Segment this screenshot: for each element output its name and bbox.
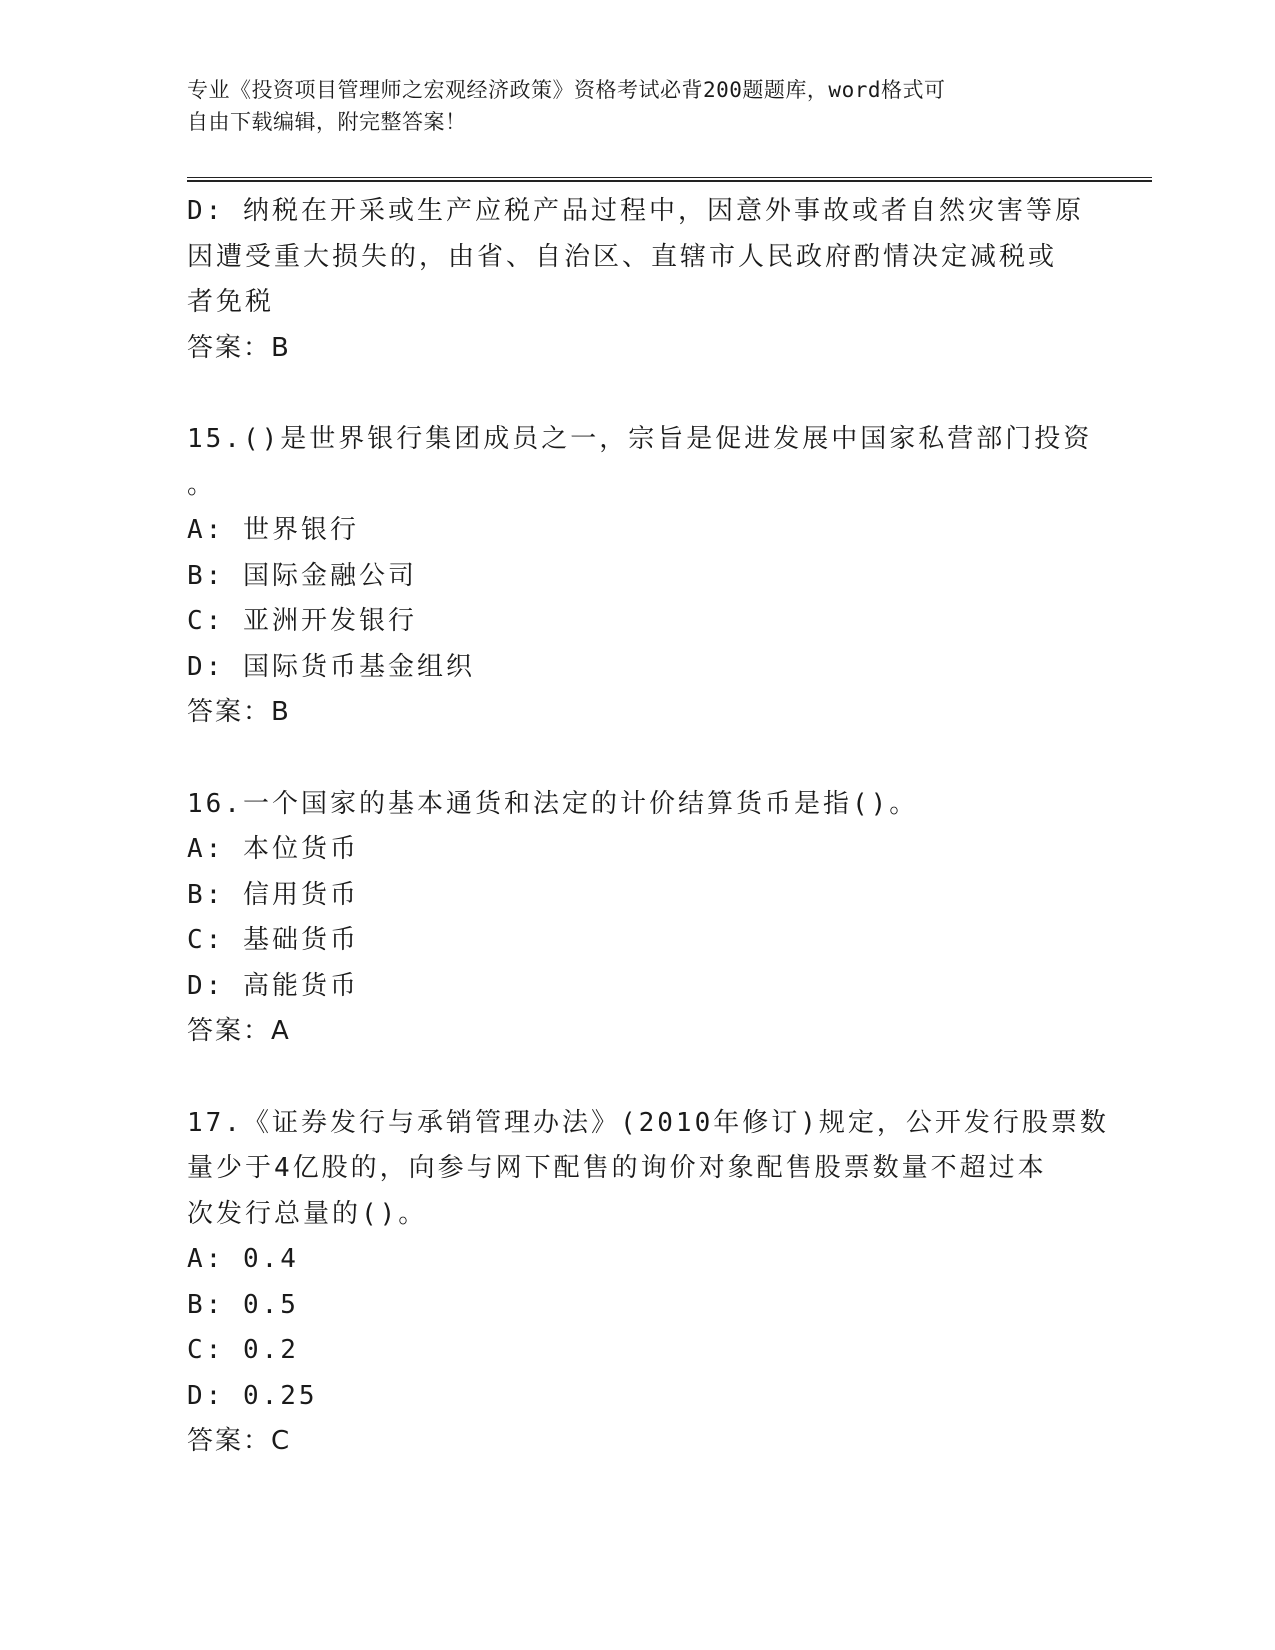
option-a: A: 0.4 xyxy=(187,1244,299,1274)
option-b: B: 0.5 xyxy=(187,1289,299,1320)
question-stem-line-2: 量少于4亿股的，向参与网下配售的询价对象配售股票数量不超过本 xyxy=(187,1153,1047,1183)
answer-label: 答案：C xyxy=(187,1426,292,1456)
option-c: C: 基础货币 xyxy=(187,925,359,955)
header-divider-thin xyxy=(187,177,1152,178)
option-d-line-1: D: 纳税在开采或生产应税产品过程中，因意外事故或者自然灾害等原 xyxy=(187,196,1084,226)
header-line-1: 专业《投资项目管理师之宏观经济政策》资格考试必背200题题库，word格式可 xyxy=(187,78,946,102)
option-c: C: 亚洲开发银行 xyxy=(187,606,417,636)
question-14-tail xyxy=(187,189,1087,371)
option-d: D: 高能货币 xyxy=(187,970,359,1001)
question-stem-line-2: 。 xyxy=(187,469,217,500)
option-d: D: 0.25 xyxy=(187,1380,318,1411)
question-15 xyxy=(187,417,1093,736)
answer-label: 答案：B xyxy=(187,697,291,727)
answer-label: 答案：A xyxy=(187,1016,291,1046)
option-a: A: 世界银行 xyxy=(187,515,359,545)
question-16 xyxy=(187,782,1087,1055)
question-stem-line-3: 次发行总量的()。 xyxy=(187,1198,428,1229)
option-d: D: 国际货币基金组织 xyxy=(187,651,475,682)
question-17 xyxy=(187,1101,1109,1465)
question-stem-line-1: 17.《证券发行与承销管理办法》(2010年修订)规定，公开发行股票数 xyxy=(187,1107,1109,1138)
question-stem-line-1: 15.()是世界银行集团成员之一，宗旨是促进发展中国家私营部门投资 xyxy=(187,424,1093,454)
question-stem-line-1: 16.一个国家的基本通货和法定的计价结算货币是指()。 xyxy=(187,788,919,819)
header-divider-thick xyxy=(187,180,1152,182)
option-c: C: 0.2 xyxy=(187,1335,299,1365)
option-a: A: 本位货币 xyxy=(187,834,359,864)
option-d-line-2: 因遭受重大损失的，由省、自治区、直辖市人民政府酌情决定减税或 xyxy=(187,241,1058,272)
answer-label: 答案：B xyxy=(187,332,291,363)
document-header xyxy=(187,74,1067,138)
option-b: B: 国际金融公司 xyxy=(187,560,417,591)
option-d-line-3: 者免税 xyxy=(187,287,275,317)
option-b: B: 信用货币 xyxy=(187,879,359,910)
question-list xyxy=(187,189,1109,1465)
header-line-2: 自由下载编辑，附完整答案！ xyxy=(187,110,467,134)
